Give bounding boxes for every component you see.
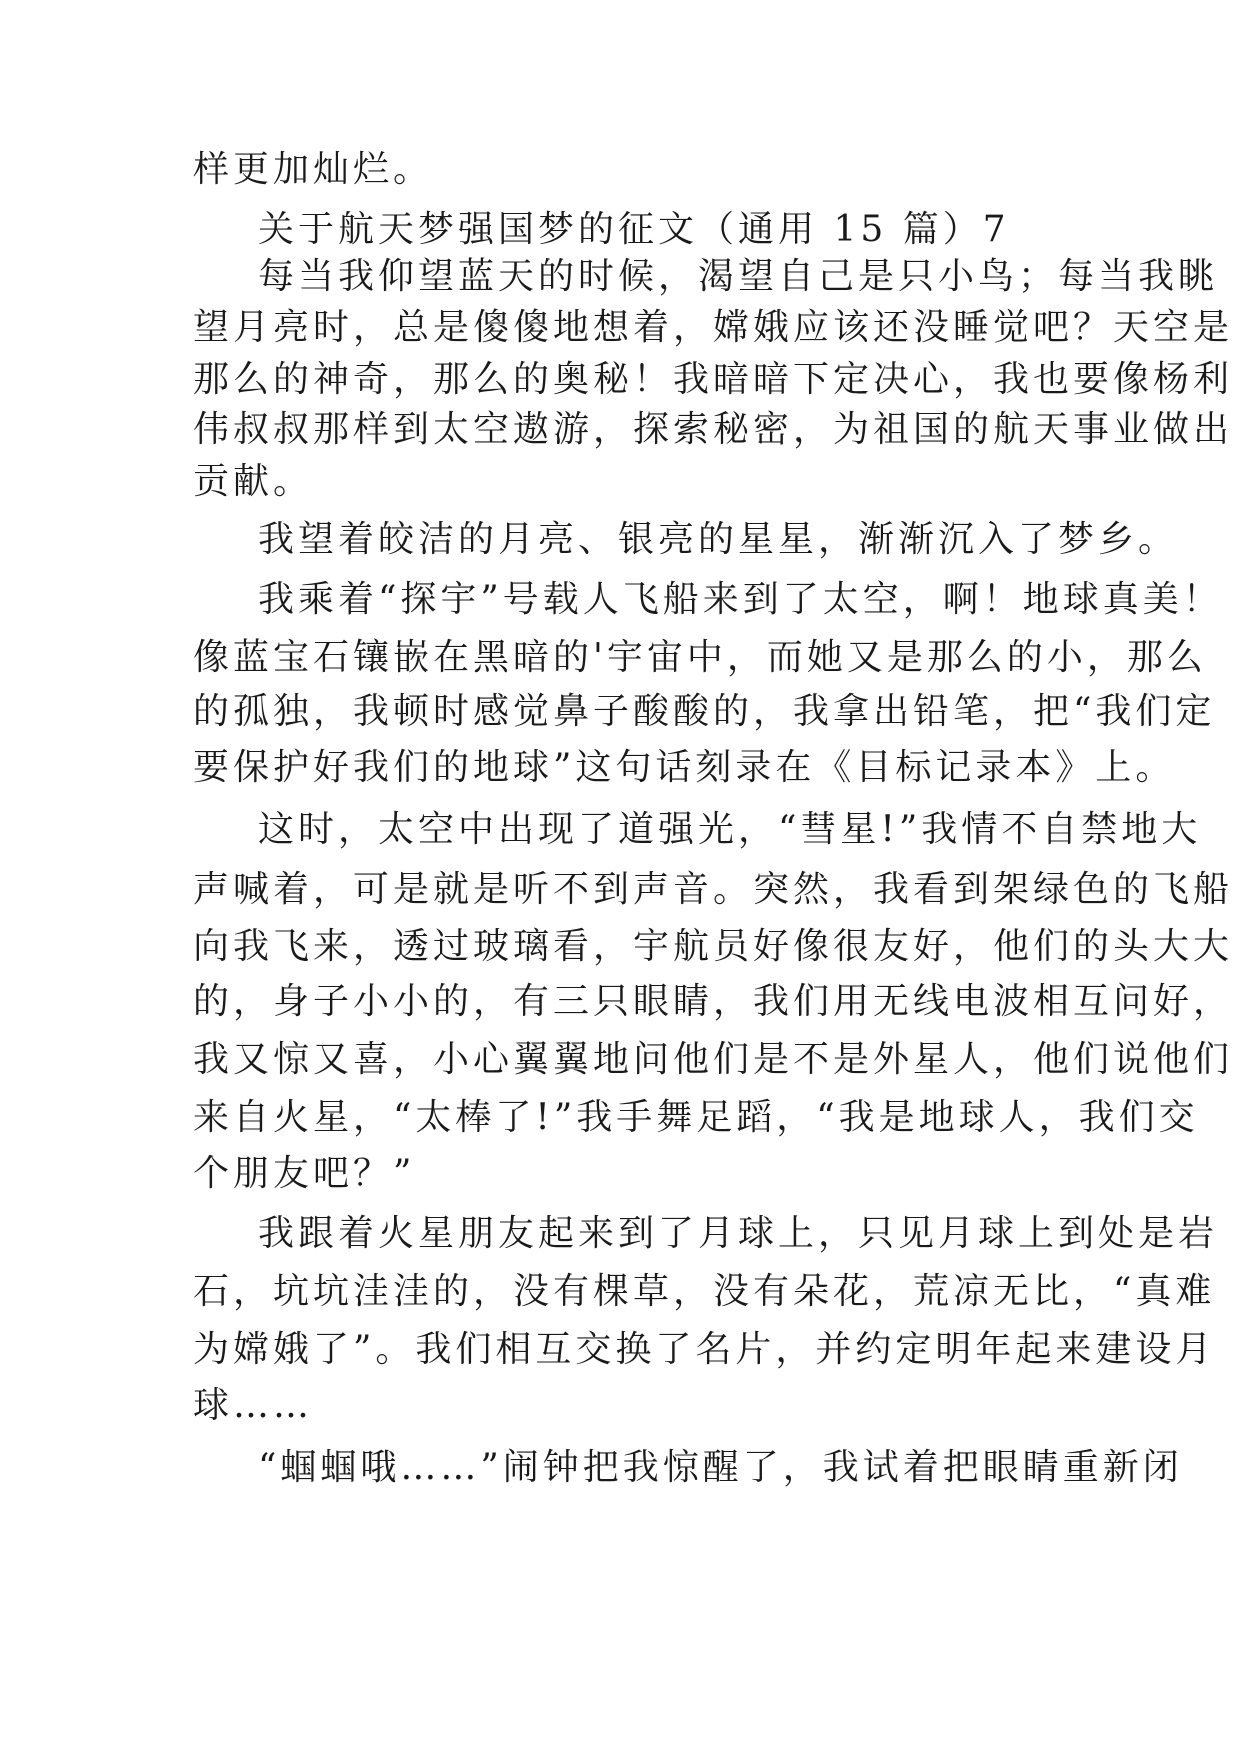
text-line: 我乘着“探宇”号载人飞船来到了太空，啊！地球真美！ xyxy=(258,579,1223,620)
text-line: 望月亮时，总是傻傻地想着，嫦娥应该还没睡觉吧？天空是 xyxy=(193,307,1234,348)
section-heading: 关于航天梦强国梦的征文（通用 15 篇）7 xyxy=(258,209,1010,250)
text-line: 石，坑坑洼洼的，没有棵草，没有朵花，荒凉无比，“真难 xyxy=(193,1271,1216,1312)
text-line: 为嫦娥了”。我们相互交换了名片，并约定明年起来建设月 xyxy=(193,1329,1216,1370)
text-line: “蝈蝈哦……”闹钟把我惊醒了，我试着把眼睛重新闭 xyxy=(258,1447,1183,1488)
text-line: 我又惊又喜，小心翼翼地问他们是不是外星人，他们说他们 xyxy=(193,1039,1234,1080)
text-line: 个朋友吧？” xyxy=(193,1153,416,1194)
text-line: 那么的神奇，那么的奥秘！我暗暗下定决心，我也要像杨利 xyxy=(193,359,1234,400)
text-line: 的孤独，我顿时感觉鼻子酸酸的，我拿出铅笔，把“我们定 xyxy=(193,691,1216,732)
text-line: 声喊着，可是就是听不到声音。突然，我看到架绿色的飞船 xyxy=(193,869,1234,910)
text-line: 样更加灿烂。 xyxy=(193,149,434,190)
text-line: 每当我仰望蓝天的时候，渴望自己是只小鸟；每当我眺 xyxy=(258,256,1219,297)
text-line: 伟叔叔那样到太空遨游，探索秘密，为祖国的航天事业做出 xyxy=(193,409,1234,450)
text-line: 要保护好我们的地球”这句话刻录在《目标记录本》上。 xyxy=(193,747,1176,788)
text-line: 的，身子小小的，有三只眼睛，我们用无线电波相互问好， xyxy=(193,981,1234,1022)
text-line: 这时，太空中出现了道强光，“彗星!”我情不自禁地大 xyxy=(258,809,1202,850)
text-line: 贡献。 xyxy=(193,461,314,502)
text-line: 球…… xyxy=(193,1385,314,1426)
text-line: 像蓝宝石镶嵌在黑暗的'宇宙中，而她又是那么的小，那么 xyxy=(193,637,1207,678)
text-line: 向我飞来，透过玻璃看，宇航员好像很友好，他们的头大大 xyxy=(193,926,1234,967)
text-line: 我跟着火星朋友起来到了月球上，只见月球上到处是岩 xyxy=(258,1213,1219,1254)
text-line: 我望着皎洁的月亮、银亮的星星，渐渐沉入了梦乡。 xyxy=(258,519,1179,560)
text-line: 来自火星，“太棒了!”我手舞足蹈，“我是地球人，我们交 xyxy=(193,1097,1199,1138)
